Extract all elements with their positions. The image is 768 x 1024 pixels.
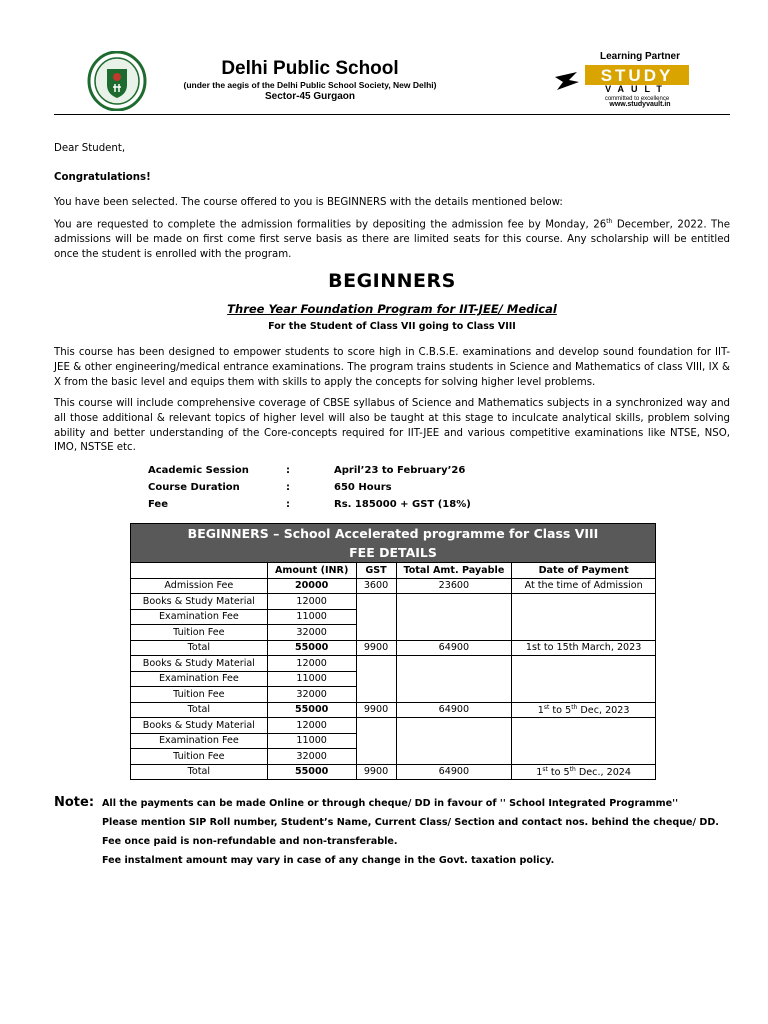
fee-total: 64900 bbox=[396, 702, 512, 718]
note-line: All the payments can be made Online or through cheque/ DD in favour of '' School Integrated Programme'' bbox=[102, 798, 679, 809]
fee-label: Books & Study Material bbox=[131, 656, 268, 672]
fee-label: Tuition Fee bbox=[131, 625, 268, 641]
info-value: Rs. 185000 + GST (18%) bbox=[334, 499, 471, 510]
course-description-paragraph: This course has been designed to empower students to score high in C.B.S.E. examinations and develop sound foundation for IIT-JEE & other engineering/medical entrance examinations. The program trains students in Science and Mathematics of class VIII, IX & X from the basic level and equips them with skills to apply the concepts for solving higher level problems. bbox=[54, 347, 730, 388]
fee-date: At the time of Admission bbox=[512, 578, 656, 594]
fee-gst: 9900 bbox=[356, 702, 396, 718]
fee-amount: 11000 bbox=[267, 671, 356, 687]
partner-tagline: committed to excellence bbox=[604, 96, 670, 101]
fee-label: Tuition Fee bbox=[131, 687, 268, 703]
fee-label: Examination Fee bbox=[131, 671, 268, 687]
fee-amount: 12000 bbox=[267, 594, 356, 610]
table-title: BEGINNERS – School Accelerated programme for Class VIII bbox=[131, 524, 656, 544]
table-row bbox=[131, 656, 656, 672]
table-row bbox=[131, 718, 656, 734]
program-title: Three Year Foundation Program for IIT-JEE/ Medical bbox=[227, 302, 557, 316]
partner-brand-bottom: VAULT bbox=[605, 84, 669, 94]
partner-url: www.studyvault.in bbox=[609, 101, 671, 108]
info-value: 650 Hours bbox=[334, 482, 392, 493]
note-label: Note: bbox=[54, 795, 95, 810]
info-value: April’23 to February’26 bbox=[334, 465, 466, 476]
fee-gst: 9900 bbox=[356, 764, 396, 780]
fee-label: Examination Fee bbox=[131, 609, 268, 625]
table-row-total bbox=[131, 640, 656, 656]
partner-label: Learning Partner bbox=[599, 51, 681, 62]
fee-label: Total bbox=[131, 764, 268, 780]
fee-label: Examination Fee bbox=[131, 733, 268, 749]
fee-amount: 32000 bbox=[267, 625, 356, 641]
study-vault-logo bbox=[553, 63, 693, 101]
column-header bbox=[131, 563, 268, 579]
fee-amount: 55000 bbox=[267, 702, 356, 718]
course-coverage-paragraph: This course will include comprehensive coverage of CBSE syllabus of Science and Mathematics subjects in a synchronized way and all those additional & relevant topics of higher level will also be taught at this stage to inculcate analytical skills, problem solving ability and better understanding of the Core-concepts required for IIT-JEE and various competitive examinations like NTSE, NSO, IMO, NSTSE etc. bbox=[54, 398, 730, 454]
fee-amount: 12000 bbox=[267, 656, 356, 672]
column-header: Date of Payment bbox=[512, 563, 656, 579]
fee-date: 1st to 5th Dec, 2023 bbox=[512, 702, 656, 718]
fee-total: 64900 bbox=[396, 640, 512, 656]
fee-amount: 11000 bbox=[267, 609, 356, 625]
class-line: For the Student of Class VII going to Class VIII bbox=[268, 321, 516, 332]
partner-brand-top: STUDY bbox=[600, 66, 674, 85]
admission-paragraph: You are requested to complete the admission formalities by depositing the admission fee by Monday, 26th December, 2022. The admissions will be made on first come first serve basis as there are limited seats for this course. Any scholarship will be entitled once the student is enrolled with the program. bbox=[54, 218, 730, 260]
congratulations-line: Congratulations! bbox=[54, 172, 151, 183]
table-row-total bbox=[131, 764, 656, 780]
school-crest-logo bbox=[87, 51, 147, 111]
fee-label: Total bbox=[131, 702, 268, 718]
school-subtitle: (under the aegis of the Delhi Public School Society, New Delhi) bbox=[183, 80, 437, 90]
info-label: Fee bbox=[148, 499, 168, 510]
column-header: Amount (INR) bbox=[267, 563, 356, 579]
fee-label: Admission Fee bbox=[131, 578, 268, 594]
fee-label: Books & Study Material bbox=[131, 594, 268, 610]
fee-date: 1st to 15th March, 2023 bbox=[512, 640, 656, 656]
info-colon: : bbox=[286, 465, 290, 476]
school-name: Delhi Public School bbox=[221, 58, 399, 79]
header-divider bbox=[54, 114, 730, 115]
note-line: Fee instalment amount may vary in case of any change in the Govt. taxation policy. bbox=[102, 855, 555, 866]
table-header-row bbox=[131, 563, 656, 579]
info-label: Academic Session bbox=[148, 465, 249, 476]
fee-label: Total bbox=[131, 640, 268, 656]
course-title: BEGINNERS bbox=[328, 270, 456, 292]
info-colon: : bbox=[286, 499, 290, 510]
table-row-total bbox=[131, 702, 656, 718]
fee-amount: 32000 bbox=[267, 749, 356, 765]
table-row bbox=[131, 594, 656, 610]
fee-amount: 55000 bbox=[267, 764, 356, 780]
column-header: Total Amt. Payable bbox=[396, 563, 512, 579]
salutation: Dear Student, bbox=[54, 143, 126, 154]
fee-amount: 12000 bbox=[267, 718, 356, 734]
column-header: GST bbox=[356, 563, 396, 579]
fee-gst: 3600 bbox=[356, 578, 396, 594]
fee-gst: 9900 bbox=[356, 640, 396, 656]
info-label: Course Duration bbox=[148, 482, 240, 493]
table-row bbox=[131, 578, 656, 594]
fee-total: 64900 bbox=[396, 764, 512, 780]
fee-total: 23600 bbox=[396, 578, 512, 594]
school-location: Sector-45 Gurgaon bbox=[264, 91, 356, 102]
fee-label: Tuition Fee bbox=[131, 749, 268, 765]
fee-amount: 55000 bbox=[267, 640, 356, 656]
note-line: Please mention SIP Roll number, Student’s Name, Current Class/ Section and contact nos. behind the cheque/ DD. bbox=[102, 817, 719, 828]
fee-details-table bbox=[130, 523, 656, 780]
fee-amount: 11000 bbox=[267, 733, 356, 749]
fee-label: Books & Study Material bbox=[131, 718, 268, 734]
note-line: Fee once paid is non-refundable and non-transferable. bbox=[102, 836, 398, 847]
table-subtitle: FEE DETAILS bbox=[131, 543, 656, 563]
fee-date: 1st to 5th Dec., 2024 bbox=[512, 764, 656, 780]
info-colon: : bbox=[286, 482, 290, 493]
fee-amount: 32000 bbox=[267, 687, 356, 703]
selection-paragraph: You have been selected. The course offered to you is BEGINNERS with the details mentioned below: bbox=[54, 197, 563, 208]
fee-amount: 20000 bbox=[267, 578, 356, 594]
